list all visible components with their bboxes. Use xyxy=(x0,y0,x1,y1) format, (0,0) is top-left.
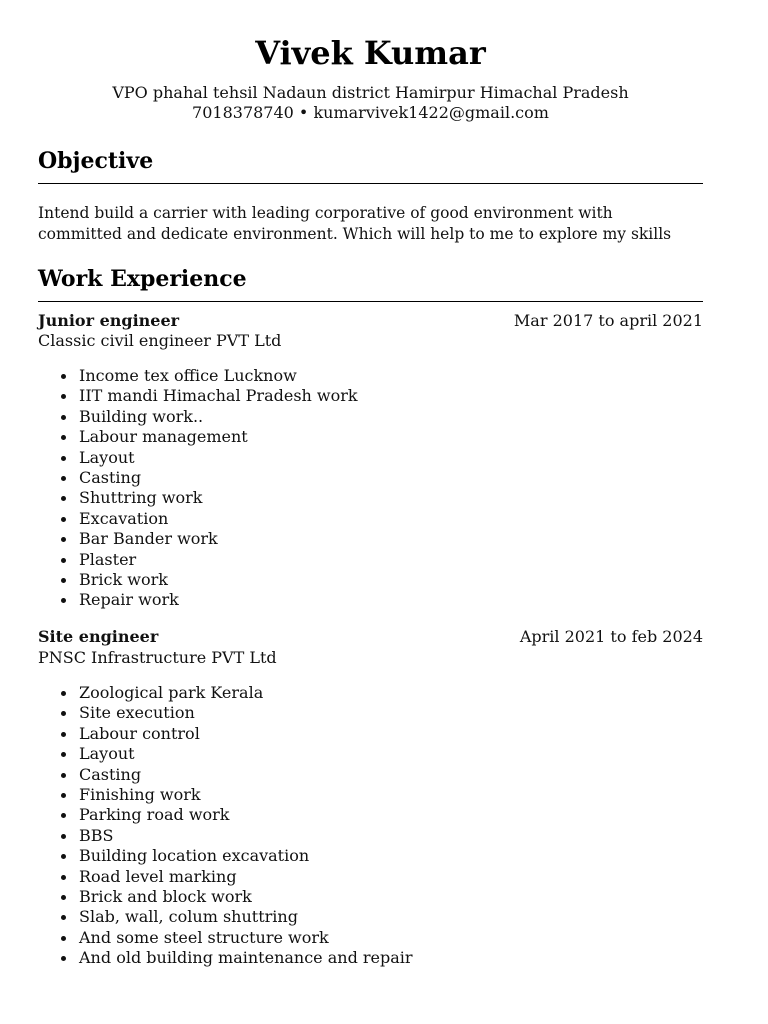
list-item xyxy=(38,785,703,805)
bullet-icon xyxy=(61,598,66,603)
list-item-text: Layout xyxy=(79,447,135,467)
list-item-text: Site execution xyxy=(79,703,195,723)
bullet-icon xyxy=(61,915,66,920)
job-title: Site engineer xyxy=(38,627,159,646)
list-item xyxy=(38,846,703,866)
list-item xyxy=(38,509,703,529)
list-item-text: And old building maintenance and repair xyxy=(79,948,413,968)
job-duties-list xyxy=(38,683,703,968)
list-item xyxy=(38,529,703,549)
objective-line-1: Intend build a carrier with leading corporative of good environment with xyxy=(38,204,613,222)
bullet-icon xyxy=(61,578,66,583)
work-experience-divider xyxy=(38,301,703,302)
bullet-icon xyxy=(61,415,66,420)
list-item xyxy=(38,724,703,744)
bullet-icon xyxy=(61,374,66,379)
list-item xyxy=(38,427,703,447)
bullet-icon xyxy=(61,813,66,818)
work-experience-heading: Work Experience xyxy=(38,266,247,292)
bullet-icon xyxy=(61,558,66,563)
bullet-icon xyxy=(61,476,66,481)
list-item xyxy=(38,448,703,468)
list-item xyxy=(38,805,703,825)
bullet-icon xyxy=(61,834,66,839)
objective-heading: Objective xyxy=(38,148,154,174)
list-item xyxy=(38,948,703,968)
contact-line: 7018378740 • kumarvivek1422@gmail.com xyxy=(192,103,549,122)
bullet-icon xyxy=(61,793,66,798)
bullet-icon xyxy=(61,456,66,461)
bullet-icon xyxy=(61,517,66,522)
list-item xyxy=(38,867,703,887)
list-item-text: Brick work xyxy=(79,569,168,589)
list-item xyxy=(38,407,703,427)
bullet-icon xyxy=(61,537,66,542)
list-item-text: Layout xyxy=(79,744,135,764)
bullet-icon xyxy=(61,752,66,757)
list-item-text: Finishing work xyxy=(79,784,201,804)
bullet-icon xyxy=(61,895,66,900)
list-item-text: Building work.. xyxy=(79,406,204,426)
list-item-text: Income tex office Lucknow xyxy=(79,366,297,385)
list-item xyxy=(38,590,703,610)
list-item-text: Labour management xyxy=(79,427,248,447)
list-item xyxy=(38,907,703,927)
list-item xyxy=(38,488,703,508)
list-item-text: Repair work xyxy=(79,590,179,610)
bullet-icon xyxy=(61,394,66,399)
bullet-icon xyxy=(61,691,66,696)
objective-line-2: committed and dedicate environment. Which will help to me to explore my skills xyxy=(38,224,672,243)
bullet-icon xyxy=(61,711,66,716)
bullet-icon xyxy=(61,956,66,961)
objective-text xyxy=(38,203,703,244)
list-item-text: IIT mandi Himachal Pradesh work xyxy=(79,386,358,406)
job-dates: April 2021 to feb 2024 xyxy=(519,627,703,646)
list-item-text: BBS xyxy=(79,825,114,845)
list-item-text: Slab, wall, colum shuttring xyxy=(79,907,298,927)
job-duties-list xyxy=(38,366,703,611)
list-item-text: Labour control xyxy=(79,723,200,743)
list-item xyxy=(38,765,703,785)
bullet-icon xyxy=(61,732,66,737)
list-item xyxy=(38,468,703,488)
list-item xyxy=(38,703,703,723)
bullet-icon xyxy=(61,936,66,941)
candidate-name: Vivek Kumar xyxy=(255,34,486,72)
bullet-icon xyxy=(61,875,66,880)
job-company: PNSC Infrastructure PVT Ltd xyxy=(38,648,277,667)
list-item xyxy=(38,826,703,846)
job-dates: Mar 2017 to april 2021 xyxy=(513,311,703,330)
list-item xyxy=(38,887,703,907)
list-item xyxy=(38,683,703,703)
list-item xyxy=(38,570,703,590)
list-item-text: Plaster xyxy=(79,549,137,569)
list-item-text: Brick and block work xyxy=(79,886,252,906)
list-item-text: Casting xyxy=(79,467,142,487)
list-item-text: Excavation xyxy=(79,508,169,528)
list-item-text: Bar Bander work xyxy=(79,529,218,549)
bullet-icon xyxy=(61,496,66,501)
job-title: Junior engineer xyxy=(38,311,180,330)
list-item xyxy=(38,386,703,406)
list-item xyxy=(38,928,703,948)
bullet-icon xyxy=(61,435,66,440)
bullet-icon xyxy=(61,854,66,859)
list-item-text: Parking road work xyxy=(79,805,230,825)
list-item-text: Zoological park Kerala xyxy=(79,683,264,702)
resume-page xyxy=(38,0,703,1024)
list-item-text: Building location excavation xyxy=(79,846,310,866)
list-item-text: Casting xyxy=(79,764,142,784)
list-item xyxy=(38,550,703,570)
bullet-icon xyxy=(61,773,66,778)
list-item-text: And some steel structure work xyxy=(79,927,329,947)
list-item-text: Shuttring work xyxy=(79,488,203,508)
address-line: VPO phahal tehsil Nadaun district Hamirpur Himachal Pradesh xyxy=(112,83,629,102)
objective-divider xyxy=(38,183,703,184)
job-company: Classic civil engineer PVT Ltd xyxy=(38,331,282,350)
list-item-text: Road level marking xyxy=(79,866,237,886)
list-item xyxy=(38,366,703,386)
list-item xyxy=(38,744,703,764)
